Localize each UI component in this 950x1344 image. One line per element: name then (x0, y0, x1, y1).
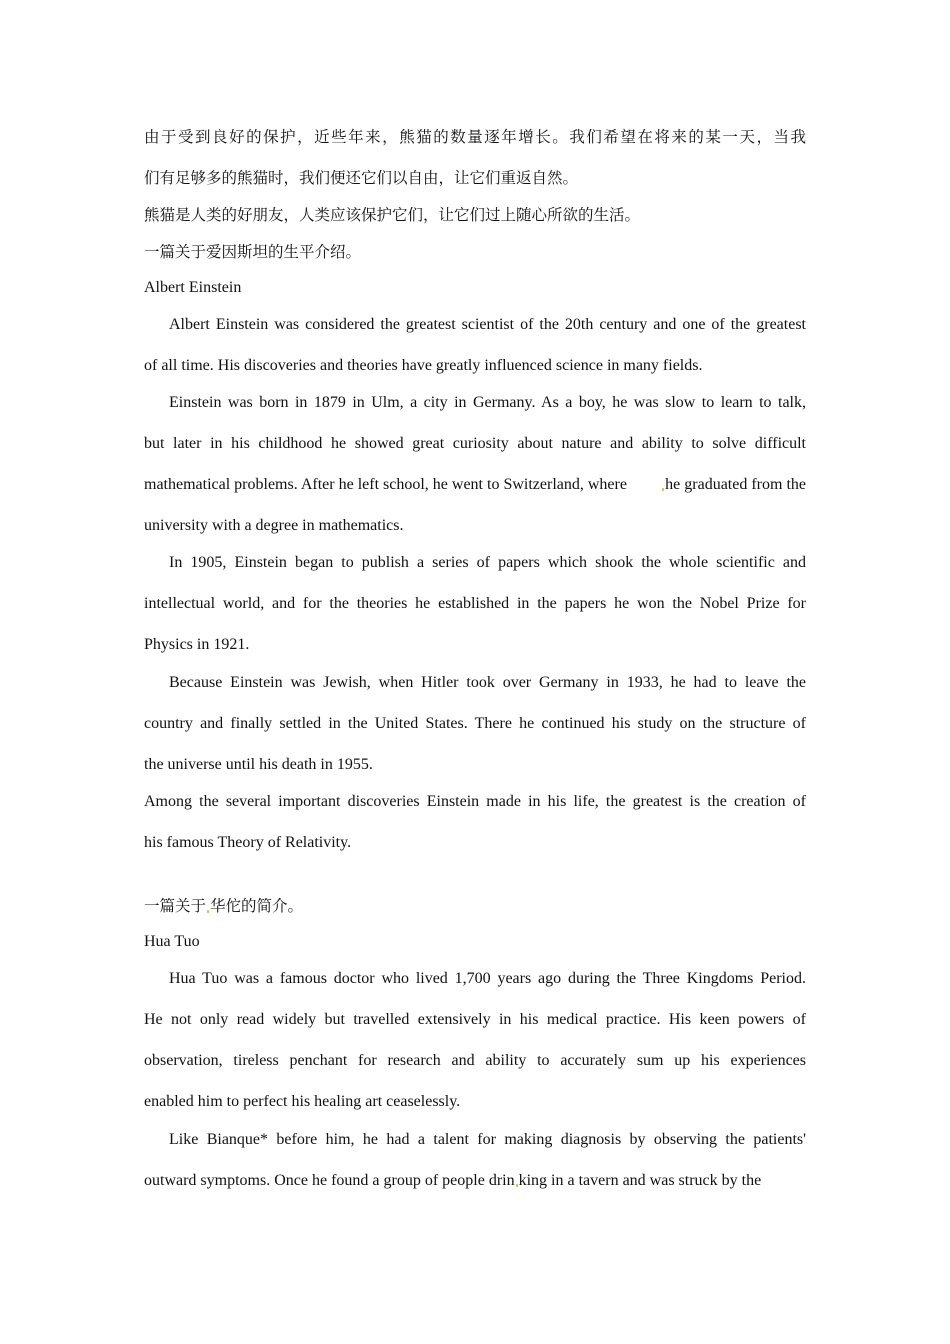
einstein-paragraph-4-line-3: the universe until his death in 1955. (144, 756, 373, 773)
edit-mark (662, 488, 664, 491)
huatuo-paragraph-2-line-2-part-a (144, 1170, 761, 1192)
huatuo-intro-part-b: 华佗的简介。 (210, 897, 304, 915)
edit-mark (207, 910, 209, 913)
huatuo-paragraph-2-line-2-text-b: king in a tavern and was struck by the (518, 1172, 762, 1189)
huatuo-intro-part-a: 一篇关于 (144, 897, 207, 915)
einstein-paragraph-2-line-3-part-b (661, 474, 806, 496)
einstein-paragraph-2-line-3 (144, 474, 806, 496)
einstein-title: Albert Einstein (144, 279, 242, 296)
einstein-paragraph-3-line-3: Physics in 1921. (144, 636, 250, 653)
einstein-paragraph-2-line-1: Einstein was born in 1879 in Ulm, a city in Germany. As a boy, he was slow to learn to talk, (169, 394, 806, 411)
einstein-paragraph-2-line-4: university with a degree in mathematics. (144, 517, 404, 534)
huatuo-paragraph-1-line-3: observation, tireless penchant for research and ability to accurately sum up his experiences (144, 1052, 806, 1069)
huatuo-paragraph-1-line-2: He not only read widely but travelled extensively in his medical practice. His keen powers of (144, 1011, 806, 1028)
huatuo-paragraph-2-line-1: Like Bianque* before him, he had a talent for making diagnosis by observing the patients' (169, 1131, 806, 1148)
panda-paragraph-1-line-2: 们有足够多的熊猫时，我们便还它们以自由，让它们重返自然。 (144, 169, 579, 187)
huatuo-paragraph-2-line-2 (144, 1170, 806, 1192)
huatuo-title: Hua Tuo (144, 933, 200, 950)
einstein-paragraph-5-line-2: his famous Theory of Relativity. (144, 834, 352, 851)
einstein-paragraph-2-line-2: but later in his childhood he showed great curiosity about nature and ability to solve difficult (144, 435, 806, 452)
huatuo-paragraph-2-line-2-text-a: outward symptoms. Once he found a group of people drin (144, 1172, 515, 1189)
einstein-paragraph-3-line-1: In 1905, Einstein began to publish a series of papers which shook the whole scientific and (169, 554, 806, 571)
einstein-paragraph-3-line-2: intellectual world, and for the theories he established in the papers he won the Nobel Prize for (144, 595, 806, 612)
edit-mark (516, 1184, 518, 1187)
einstein-paragraph-2-line-3-part-a: mathematical problems. After he left school, he went to Switzerland, where (144, 476, 627, 493)
einstein-paragraph-1-line-1: Albert Einstein was considered the greatest scientist of the 20th century and one of the greatest (169, 316, 806, 333)
panda-paragraph-1-line-1: 由于受到良好的保护，近些年来，熊猫的数量逐年增长。我们希望在将来的某一天，当我 (144, 128, 806, 146)
huatuo-paragraph-1-line-1: Hua Tuo was a famous doctor who lived 1,700 years ago during the Three Kingdoms Period. (169, 970, 806, 987)
einstein-paragraph-4-line-2: country and finally settled in the United States. There he continued his study on the structure of (144, 715, 806, 732)
einstein-paragraph-2-line-3-text-b: he graduated from the (665, 476, 806, 493)
huatuo-intro (144, 895, 806, 917)
huatuo-paragraph-1-line-4: enabled him to perfect his healing art ceaselessly. (144, 1093, 461, 1110)
einstein-paragraph-4-line-1: Because Einstein was Jewish, when Hitler took over Germany in 1933, he had to leave the (169, 674, 806, 691)
einstein-paragraph-1-line-2: of all time. His discoveries and theories have greatly influenced science in many fields. (144, 357, 703, 374)
panda-paragraph-2: 熊猫是人类的好朋友，人类应该保护它们，让它们过上随心所欲的生活。 (144, 206, 641, 224)
einstein-paragraph-5-line-1: Among the several important discoveries Einstein made in his life, the greatest is the creation of (144, 793, 806, 810)
einstein-intro: 一篇关于爱因斯坦的生平介绍。 (144, 243, 362, 261)
